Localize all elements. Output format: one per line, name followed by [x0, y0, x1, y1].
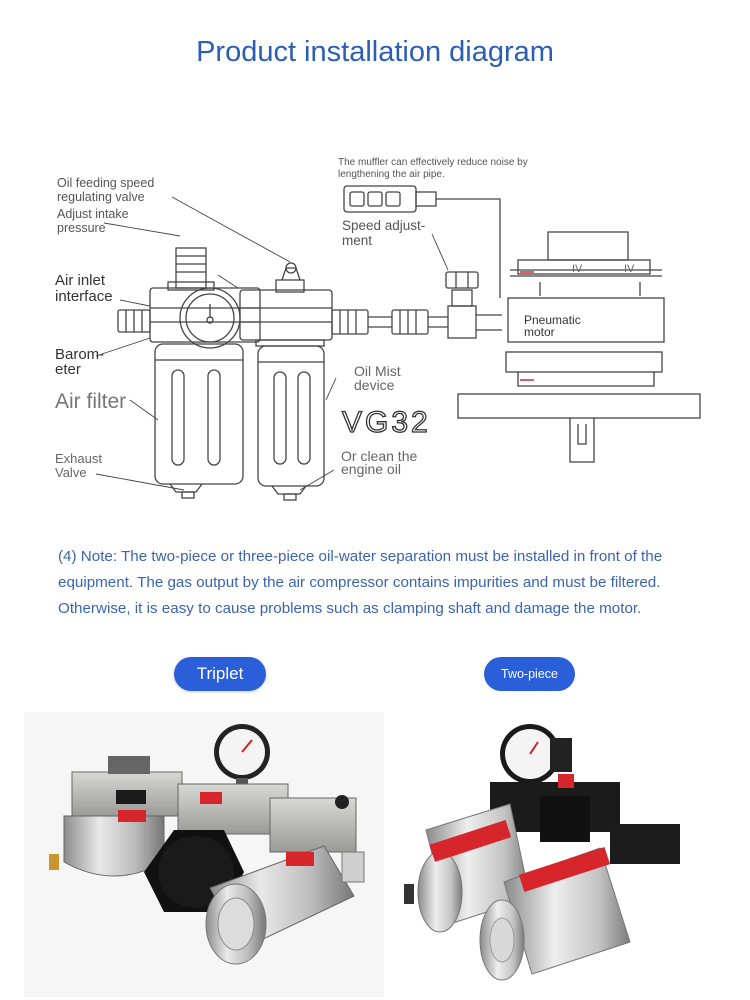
note-line3: Otherwise, it is easy to cause problems such as clamping shaft and damage the motor.	[58, 600, 642, 617]
muffler-note-line1: The muffler can effectively reduce noise by	[338, 157, 528, 168]
label-oil-mist-line1: Oil Mist	[354, 363, 401, 379]
label-air-filter: Air filter	[55, 390, 127, 413]
muffler-note-line2: lengthening the air pipe.	[338, 169, 445, 180]
label-iv-right: IV	[624, 263, 635, 275]
barometer-gauge	[180, 288, 240, 348]
label-clean-oil-line1: Or clean the	[341, 448, 418, 464]
label-vg32: VG32	[342, 406, 431, 439]
leader-lines	[96, 197, 448, 490]
label-oil-feeding-line2: regulating valve	[57, 190, 145, 204]
triplet-product-image	[24, 712, 384, 997]
installation-diagram	[0, 140, 750, 520]
label-pneumatic-line2: motor	[524, 325, 555, 339]
label-exhaust-line1: Exhaust	[55, 451, 102, 466]
label-iv-left: IV	[572, 263, 583, 275]
label-barometer-line1: Barom-	[55, 346, 105, 363]
air-filter-unit	[150, 248, 260, 498]
label-pneumatic-line1: Pneumatic	[524, 313, 581, 327]
page-title: Product installation diagram	[196, 36, 554, 68]
label-air-inlet-line1: Air inlet	[55, 272, 106, 289]
triplet-label: Triplet	[174, 657, 266, 691]
two-piece-product-image	[390, 712, 730, 997]
oil-mist-device-unit	[240, 263, 332, 500]
air-inlet-fitting	[118, 310, 150, 332]
label-adjust-intake-line2: pressure	[57, 221, 106, 235]
label-exhaust-line2: Valve	[55, 465, 87, 480]
note-line2: equipment. The gas output by the air compressor contains impurities and must be filtered.	[58, 574, 661, 591]
note-line1: (4) Note: The two-piece or three-piece oil-water separation must be installed in front of the	[58, 548, 663, 565]
label-adjust-intake-line1: Adjust intake	[57, 207, 129, 221]
label-oil-mist-line2: device	[354, 377, 395, 393]
label-speed-adjust-line2: ment	[342, 233, 373, 248]
label-air-inlet-line2: interface	[55, 288, 113, 305]
installation-note	[58, 544, 718, 622]
label-clean-oil-line2: engine oil	[341, 461, 401, 477]
label-oil-feeding-line1: Oil feeding speed	[57, 176, 155, 190]
air-pipe-fittings	[332, 272, 502, 338]
label-barometer-line2: eter	[55, 361, 81, 378]
label-speed-adjust-line1: Speed adjust-	[342, 218, 426, 233]
two-piece-label: Two-piece	[484, 657, 575, 691]
